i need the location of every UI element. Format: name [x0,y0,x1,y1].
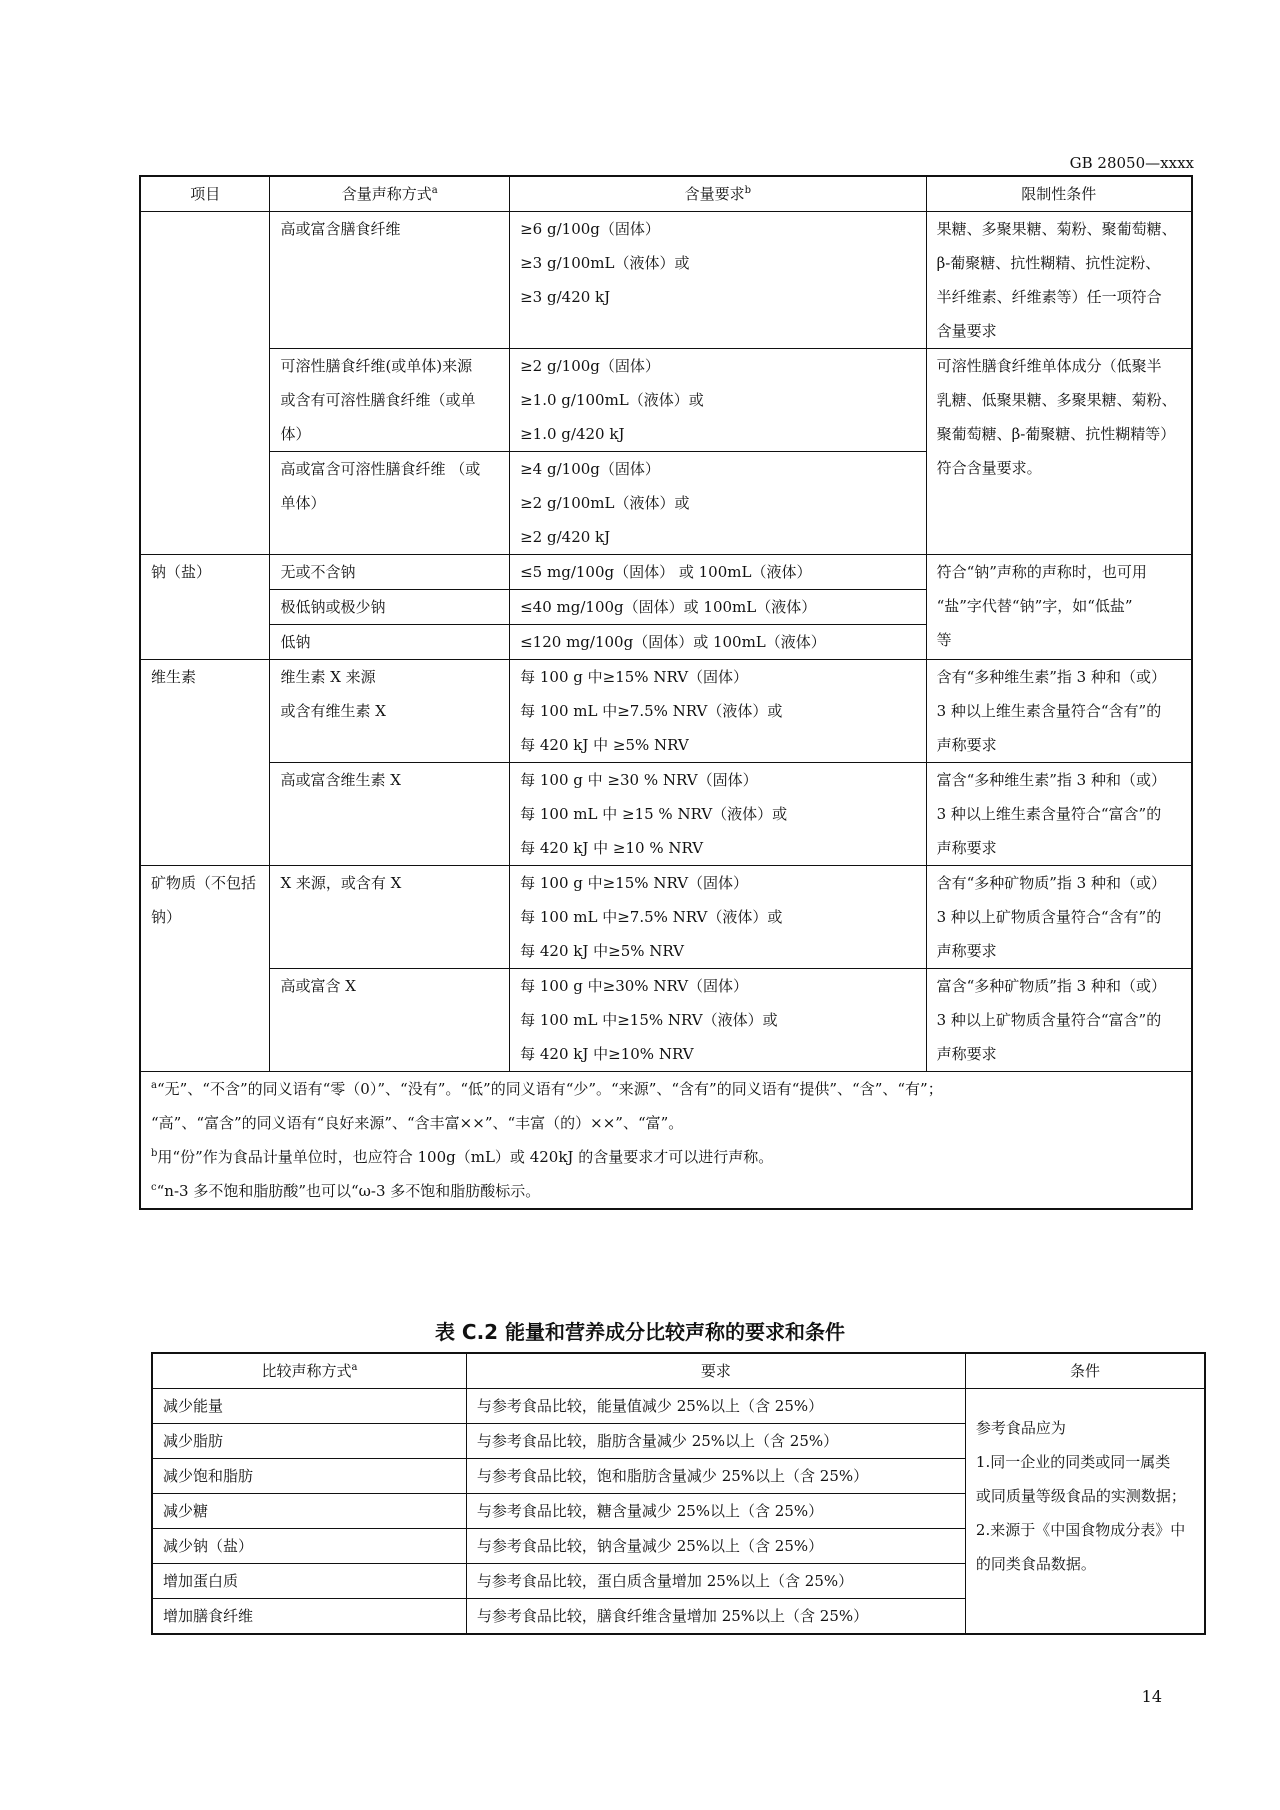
condition-cell: 富含“多种矿物质”指 3 种和（或） 3 种以上矿物质含量符合“富含”的 声称要求 [926,969,1192,1072]
table-header-row [140,176,1192,212]
table-row [140,866,1192,969]
requirement-cell: ≥2 g/100g（固体） ≥1.0 g/100mL（液体）或 ≥1.0 g/420 kJ [510,349,926,452]
requirement-cell: 与参考食品比较，膳食纤维含量增加 25%以上（含 25%） [466,1599,965,1635]
method-cell: 低钠 [270,625,510,660]
method-cell: 增加膳食纤维 [152,1599,466,1635]
requirement-cell: 每 100 g 中≥30% NRV（固体） 每 100 mL 中≥15% NRV（液体）或 每 420 kJ 中≥10% NRV [510,969,926,1072]
method-cell: 减少能量 [152,1389,466,1424]
requirement-cell: ≥4 g/100g（固体） ≥2 g/100mL（液体）或 ≥2 g/420 kJ [510,452,926,555]
column-header: 含量声称方式$^a$ [270,176,510,212]
table-row [140,555,1192,590]
requirement-cell: ≤5 mg/100g（固体） 或 100mL（液体） [510,555,926,590]
table-header-row [152,1353,1205,1389]
condition-cell: 符合“钠”声称的声称时，也可用 “盐”字代替“钠”字，如“低盐” 等 [926,555,1192,660]
method-cell: 无或不含钠 [270,555,510,590]
table-row [140,763,1192,866]
method-cell: 减少脂肪 [152,1424,466,1459]
page-number: 14 [1141,1687,1162,1706]
column-header: 比较声称方式$^a$ [152,1353,466,1389]
item-cell: 维生素 [140,660,270,866]
requirement-cell: 每 100 g 中≥15% NRV（固体） 每 100 mL 中≥7.5% NRV（液体）或 每 420 kJ 中≥5% NRV [510,866,926,969]
requirement-cell: 与参考食品比较，饱和脂肪含量减少 25%以上（含 25%） [466,1459,965,1494]
condition-cell: 参考食品应为 1.同一企业的同类或同一属类 或同质量等级食品的实测数据； 2.来源于《中国食物成分表》中 的同类食品数据。 [965,1389,1205,1635]
footnote-a-cont: “高”、“富含”的同义语有“良好来源”、“含丰富××”、“丰富（的）××”、“富”。 [151,1114,684,1132]
requirement-cell: ≤120 mg/100g（固体）或 100mL（液体） [510,625,926,660]
table-title: 表 C.2 能量和营养成分比较声称的要求和条件 [434,1320,846,1344]
column-header: 条件 [965,1353,1205,1389]
method-cell: 减少饱和脂肪 [152,1459,466,1494]
table-row [140,212,1192,349]
condition-cell: 含有“多种维生素”指 3 种和（或） 3 种以上维生素含量符合“含有”的 声称要求 [926,660,1192,763]
method-cell: 减少糖 [152,1494,466,1529]
nutrient-content-claims-table [139,175,1193,1210]
table-row [140,349,1192,452]
table-row [140,969,1192,1072]
requirement-cell: 与参考食品比较，蛋白质含量增加 25%以上（含 25%） [466,1564,965,1599]
condition-cell: 可溶性膳食纤维单体成分（低聚半 乳糖、低聚果糖、多聚果糖、菊粉、 聚葡萄糖、β-葡聚糖、抗性糊精等） 符合含量要求。 [926,349,1192,555]
item-cell: 钠（盐） [140,555,270,660]
table-notes-row [140,1072,1192,1210]
footnote-c: $^c$“n-3 多不饱和脂肪酸”也可以“ω-3 多不饱和脂肪酸标示。 [151,1182,541,1200]
table-notes [140,1072,1192,1210]
standard-code: GB 28050—xxxx [1069,154,1194,172]
condition-cell: 富含“多种维生素”指 3 种和（或） 3 种以上维生素含量符合“富含”的 声称要求 [926,763,1192,866]
column-header: 限制性条件 [926,176,1192,212]
method-cell: 高或富含维生素 X [270,763,510,866]
method-cell: 增加蛋白质 [152,1564,466,1599]
method-cell: 极低钠或极少钠 [270,590,510,625]
condition-cell: 含有“多种矿物质”指 3 种和（或） 3 种以上矿物质含量符合“含有”的 声称要求 [926,866,1192,969]
item-cell [140,212,270,555]
footnote-a: $^a$“无”、“不含”的同义语有“零（0）”、“没有”。“低”的同义语有“少”。“来源”、“含有”的同义语有“提供”、“含”、“有”； [151,1080,943,1098]
method-cell: 高或富含膳食纤维 [270,212,510,349]
requirement-cell: 与参考食品比较，脂肪含量减少 25%以上（含 25%） [466,1424,965,1459]
requirement-cell: 每 100 g 中 ≥30 % NRV（固体） 每 100 mL 中 ≥15 % NRV（液体）或 每 420 kJ 中 ≥10 % NRV [510,763,926,866]
requirement-cell: ≤40 mg/100g（固体）或 100mL（液体） [510,590,926,625]
table-row [140,660,1192,763]
table-row [152,1389,1205,1424]
requirement-cell: ≥6 g/100g（固体） ≥3 g/100mL（液体）或 ≥3 g/420 kJ [510,212,926,349]
requirement-cell: 每 100 g 中≥15% NRV（固体） 每 100 mL 中≥7.5% NRV（液体）或 每 420 kJ 中 ≥5% NRV [510,660,926,763]
method-cell: 高或富含 X [270,969,510,1072]
column-header: 项目 [140,176,270,212]
item-cell: 矿物质（不包括 钠） [140,866,270,1072]
requirement-cell: 与参考食品比较，钠含量减少 25%以上（含 25%） [466,1529,965,1564]
method-cell: 可溶性膳食纤维(或单体)来源 或含有可溶性膳食纤维（或单 体） [270,349,510,452]
method-cell: 高或富含可溶性膳食纤维 （或 单体） [270,452,510,555]
footnote-b: $^b$用“份”作为食品计量单位时，也应符合 100g（mL）或 420kJ 的含量要求才可以进行声称。 [151,1148,774,1166]
method-cell: 减少钠（盐） [152,1529,466,1564]
method-cell: 维生素 X 来源 或含有维生素 X [270,660,510,763]
requirement-cell: 与参考食品比较，能量值减少 25%以上（含 25%） [466,1389,965,1424]
comparative-claims-table [151,1352,1206,1635]
column-header: 含量要求$^b$ [510,176,926,212]
column-header: 要求 [466,1353,965,1389]
condition-cell: 果糖、多聚果糖、菊粉、聚葡萄糖、 β-葡聚糖、抗性糊精、抗性淀粉、 半纤维素、纤维素等）任一项符合 含量要求 [926,212,1192,349]
method-cell: X 来源，或含有 X [270,866,510,969]
requirement-cell: 与参考食品比较，糖含量减少 25%以上（含 25%） [466,1494,965,1529]
